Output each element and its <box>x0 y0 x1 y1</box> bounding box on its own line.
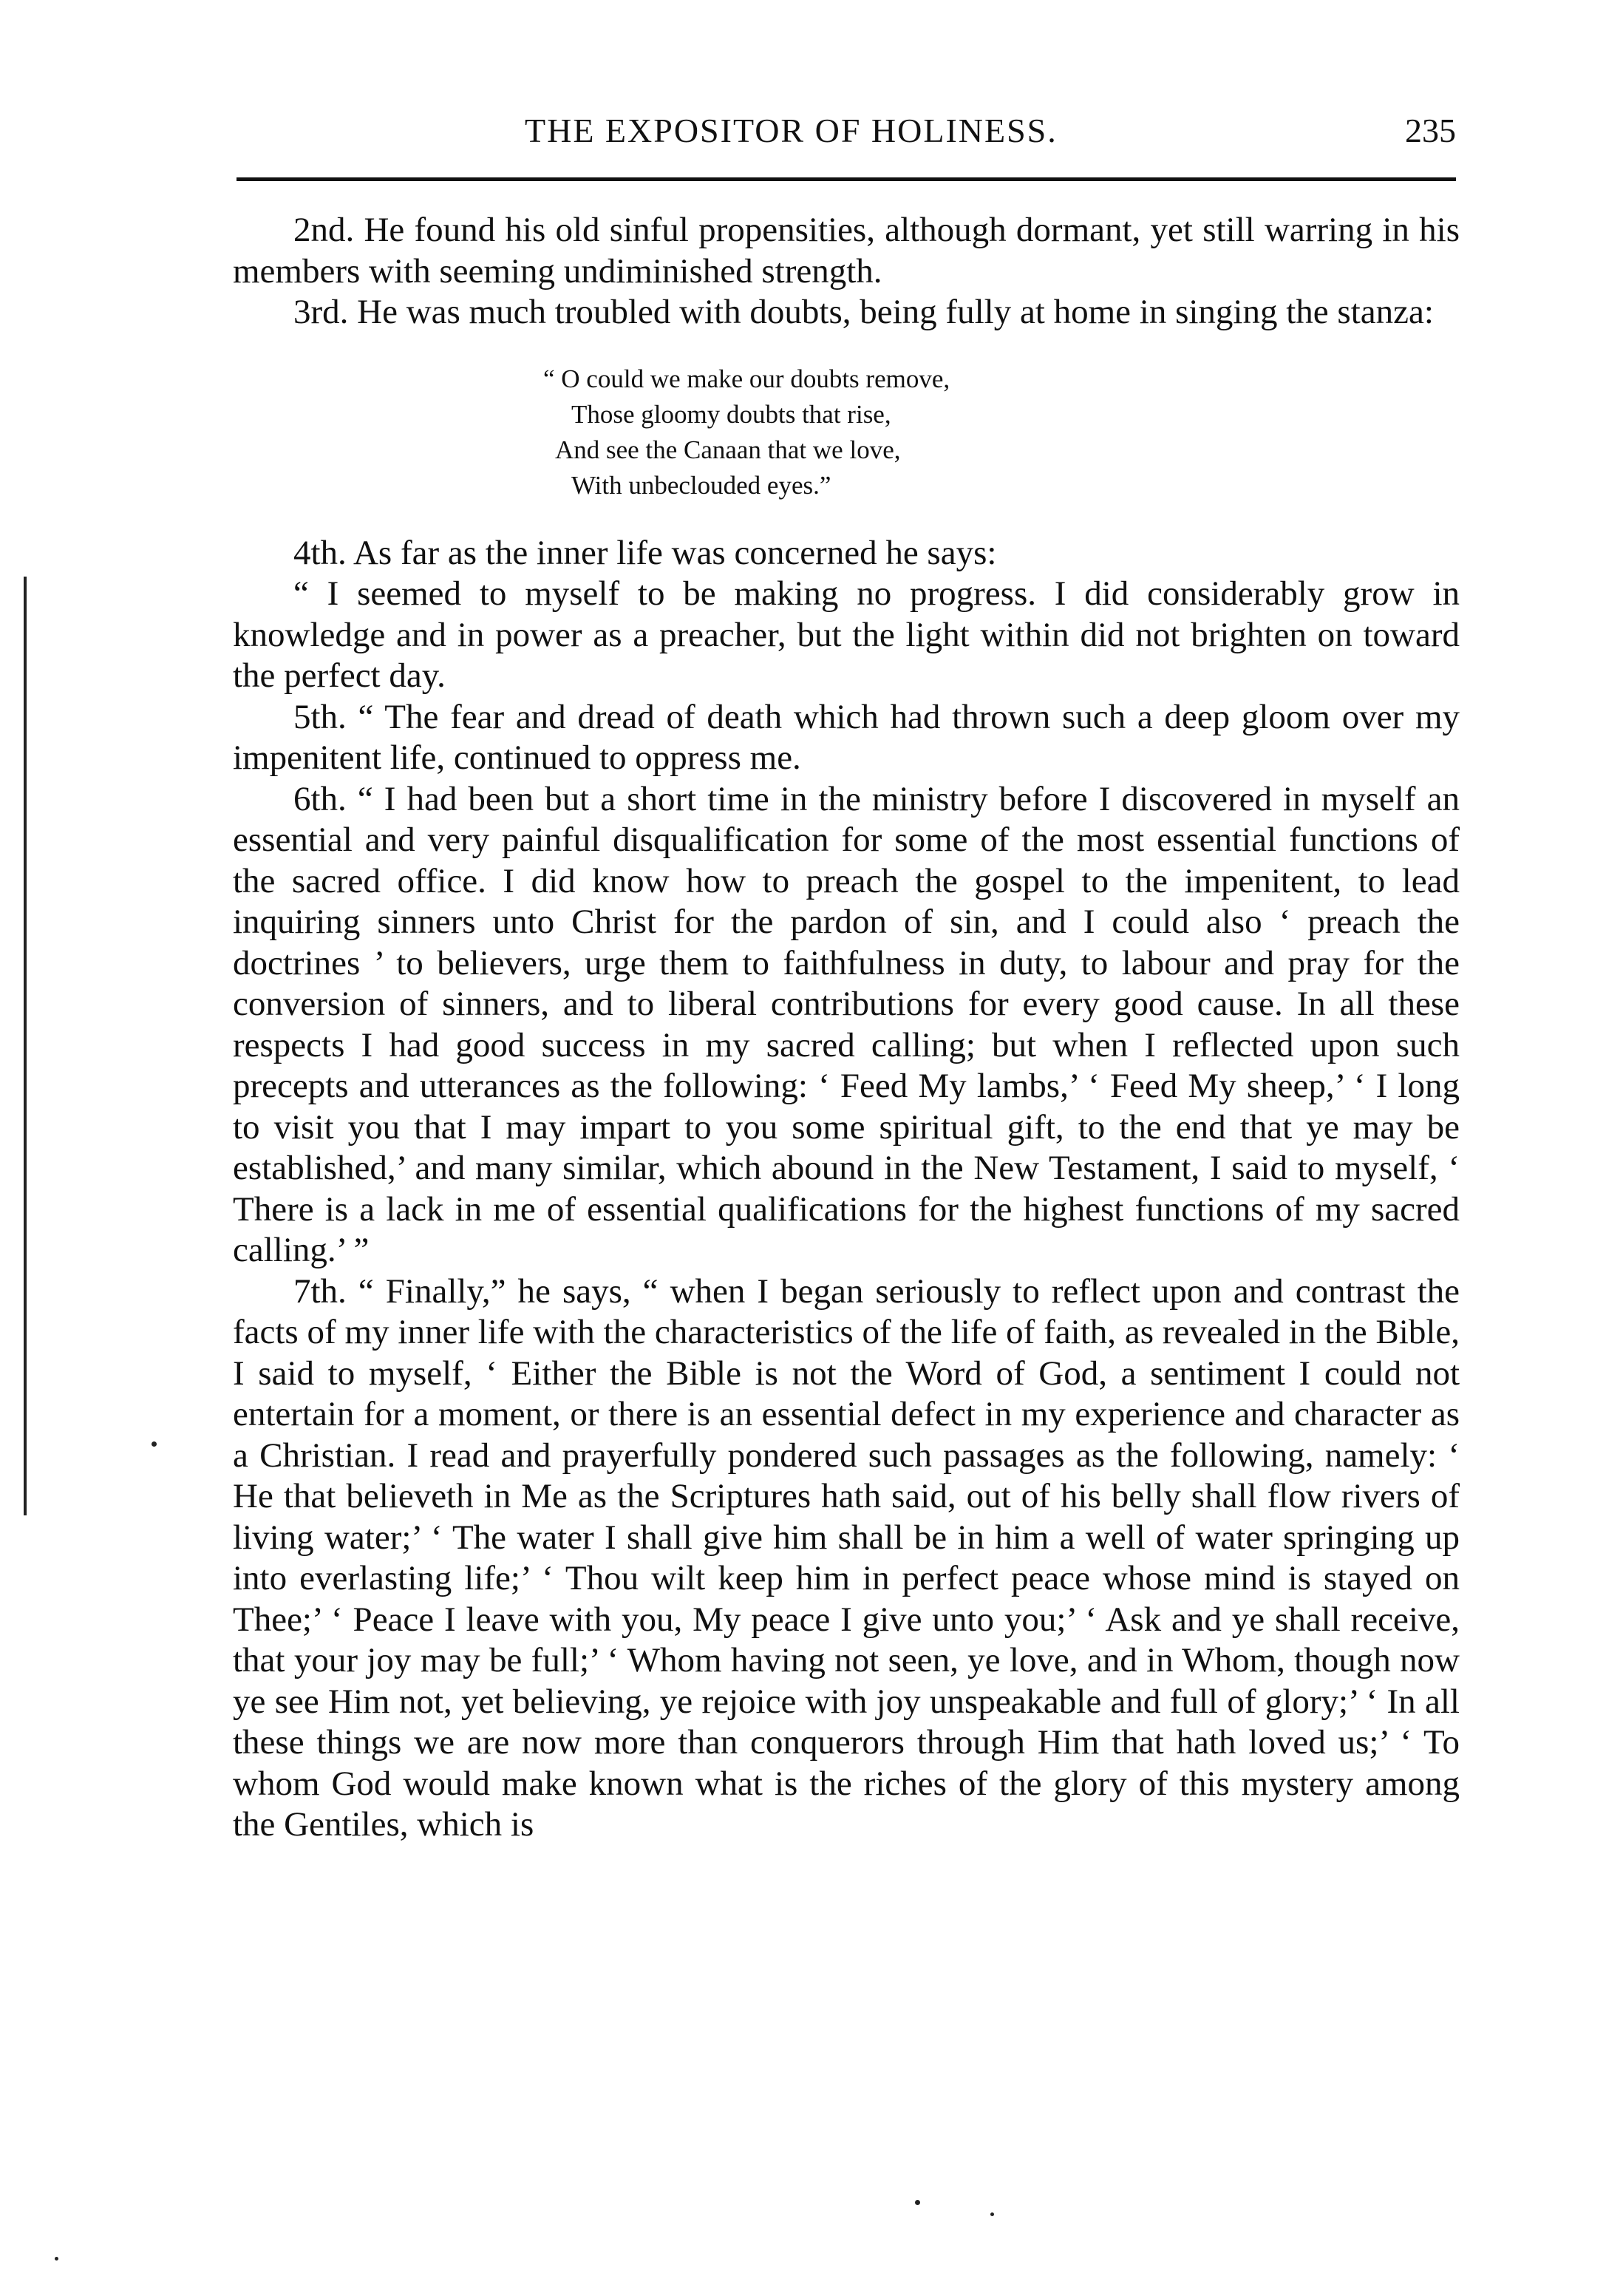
verse-stanza <box>233 361 1460 503</box>
print-speck <box>152 1441 157 1447</box>
verse-line: Those gloomy doubts that rise, <box>571 399 891 429</box>
verse-line: “ O could we make our doubts remove, <box>543 364 950 393</box>
paragraph-5th: 5th. “ The fear and dread of death which had thrown such a deep gloom over my impenitent life, continued to oppress me. <box>233 697 1460 777</box>
body-text <box>233 210 1460 1846</box>
paragraph-7th: 7th. “ Finally,” he says, “ when I began seriously to reflect upon and contrast the facts of my inner life with the characteristics of the life of faith, as revealed in the Bible, I said to myself, ‘ Either the Bible is not the Word of God, a sentiment I could not entertain for a moment, or there is an essential defect in my experience and character as a Christian. I read and prayerfully pondered such passages as the following, namely: ‘ He that believeth in Me as the Scriptures hath said, out of his belly shall flow rivers of living water;’ ‘ The water I shall give him shall be in him a well of water springing up into everlasting life;’ ‘ Thou wilt keep him in perfect peace whose mind is stayed on Thee;’ ‘ Peace I leave with you, My peace I give unto you;’ ‘ Ask and ye shall receive, that your joy may be full;’ ‘ Whom having not seen, ye love, and in Whom, though now ye see Him not, yet believing, ye rejoice with joy unspeakable and full of glory;’ ‘ In all these things we are now more than conquerors through Him that hath loved us;’ ‘ To whom God would make known what is the riches of the glory of this mystery among the Gentiles, which is <box>233 1271 1460 1844</box>
verse-line: With unbeclouded eyes.” <box>571 470 831 500</box>
print-speck <box>915 2200 920 2205</box>
margin-mark <box>24 577 27 1515</box>
paragraph-4th: 4th. As far as the inner life was concerned he says: <box>293 533 997 572</box>
page-number: 235 <box>1405 112 1456 149</box>
running-title: THE EXPOSITOR OF HOLINESS. <box>525 112 1058 149</box>
page-header <box>237 111 1456 163</box>
print-speck <box>990 2212 994 2216</box>
paragraph-2nd: 2nd. He found his old sinful propensities, although dormant, yet still warring in his members with seeming undiminished strength. <box>233 211 1460 291</box>
paragraph-3rd: 3rd. He was much troubled with doubts, being fully at home in singing the stanza: <box>293 293 1434 331</box>
header-rule <box>237 177 1456 181</box>
paragraph-quote: “ I seemed to myself to be making no progress. I did considerably grow in knowledge and in power as a preacher, but the light within did not brighten on toward the perfect day. <box>233 574 1460 695</box>
verse-line: And see the Canaan that we love, <box>555 435 901 464</box>
paragraph-6th: 6th. “ I had been but a short time in the ministry before I discovered in myself an essential and very painful disqualification for some of the most essential functions of the sacred office. I did know how to preach the gospel to the impenitent, to lead inquiring sinners unto Christ for the pardon of sin, and I could also ‘ preach the doctrines ’ to believers, urge them to faithfulness in duty, to labour and pray for the conversion of sinners, and to liberal contributions for every good cause. In all these respects I had good success in my sacred calling; but when I reflected upon such precepts and utterances as the following: ‘ Feed My lambs,’ ‘ Feed My sheep,’ ‘ I long to visit you that I may impart to you some spiritual gift, to the end that ye may be established,’ and many similar, which abound in the New Testament, I said to myself, ‘ There is a lack in me of essential qualifications for the highest functions of my sacred calling.’ ” <box>233 779 1460 1269</box>
print-speck <box>55 2257 58 2261</box>
